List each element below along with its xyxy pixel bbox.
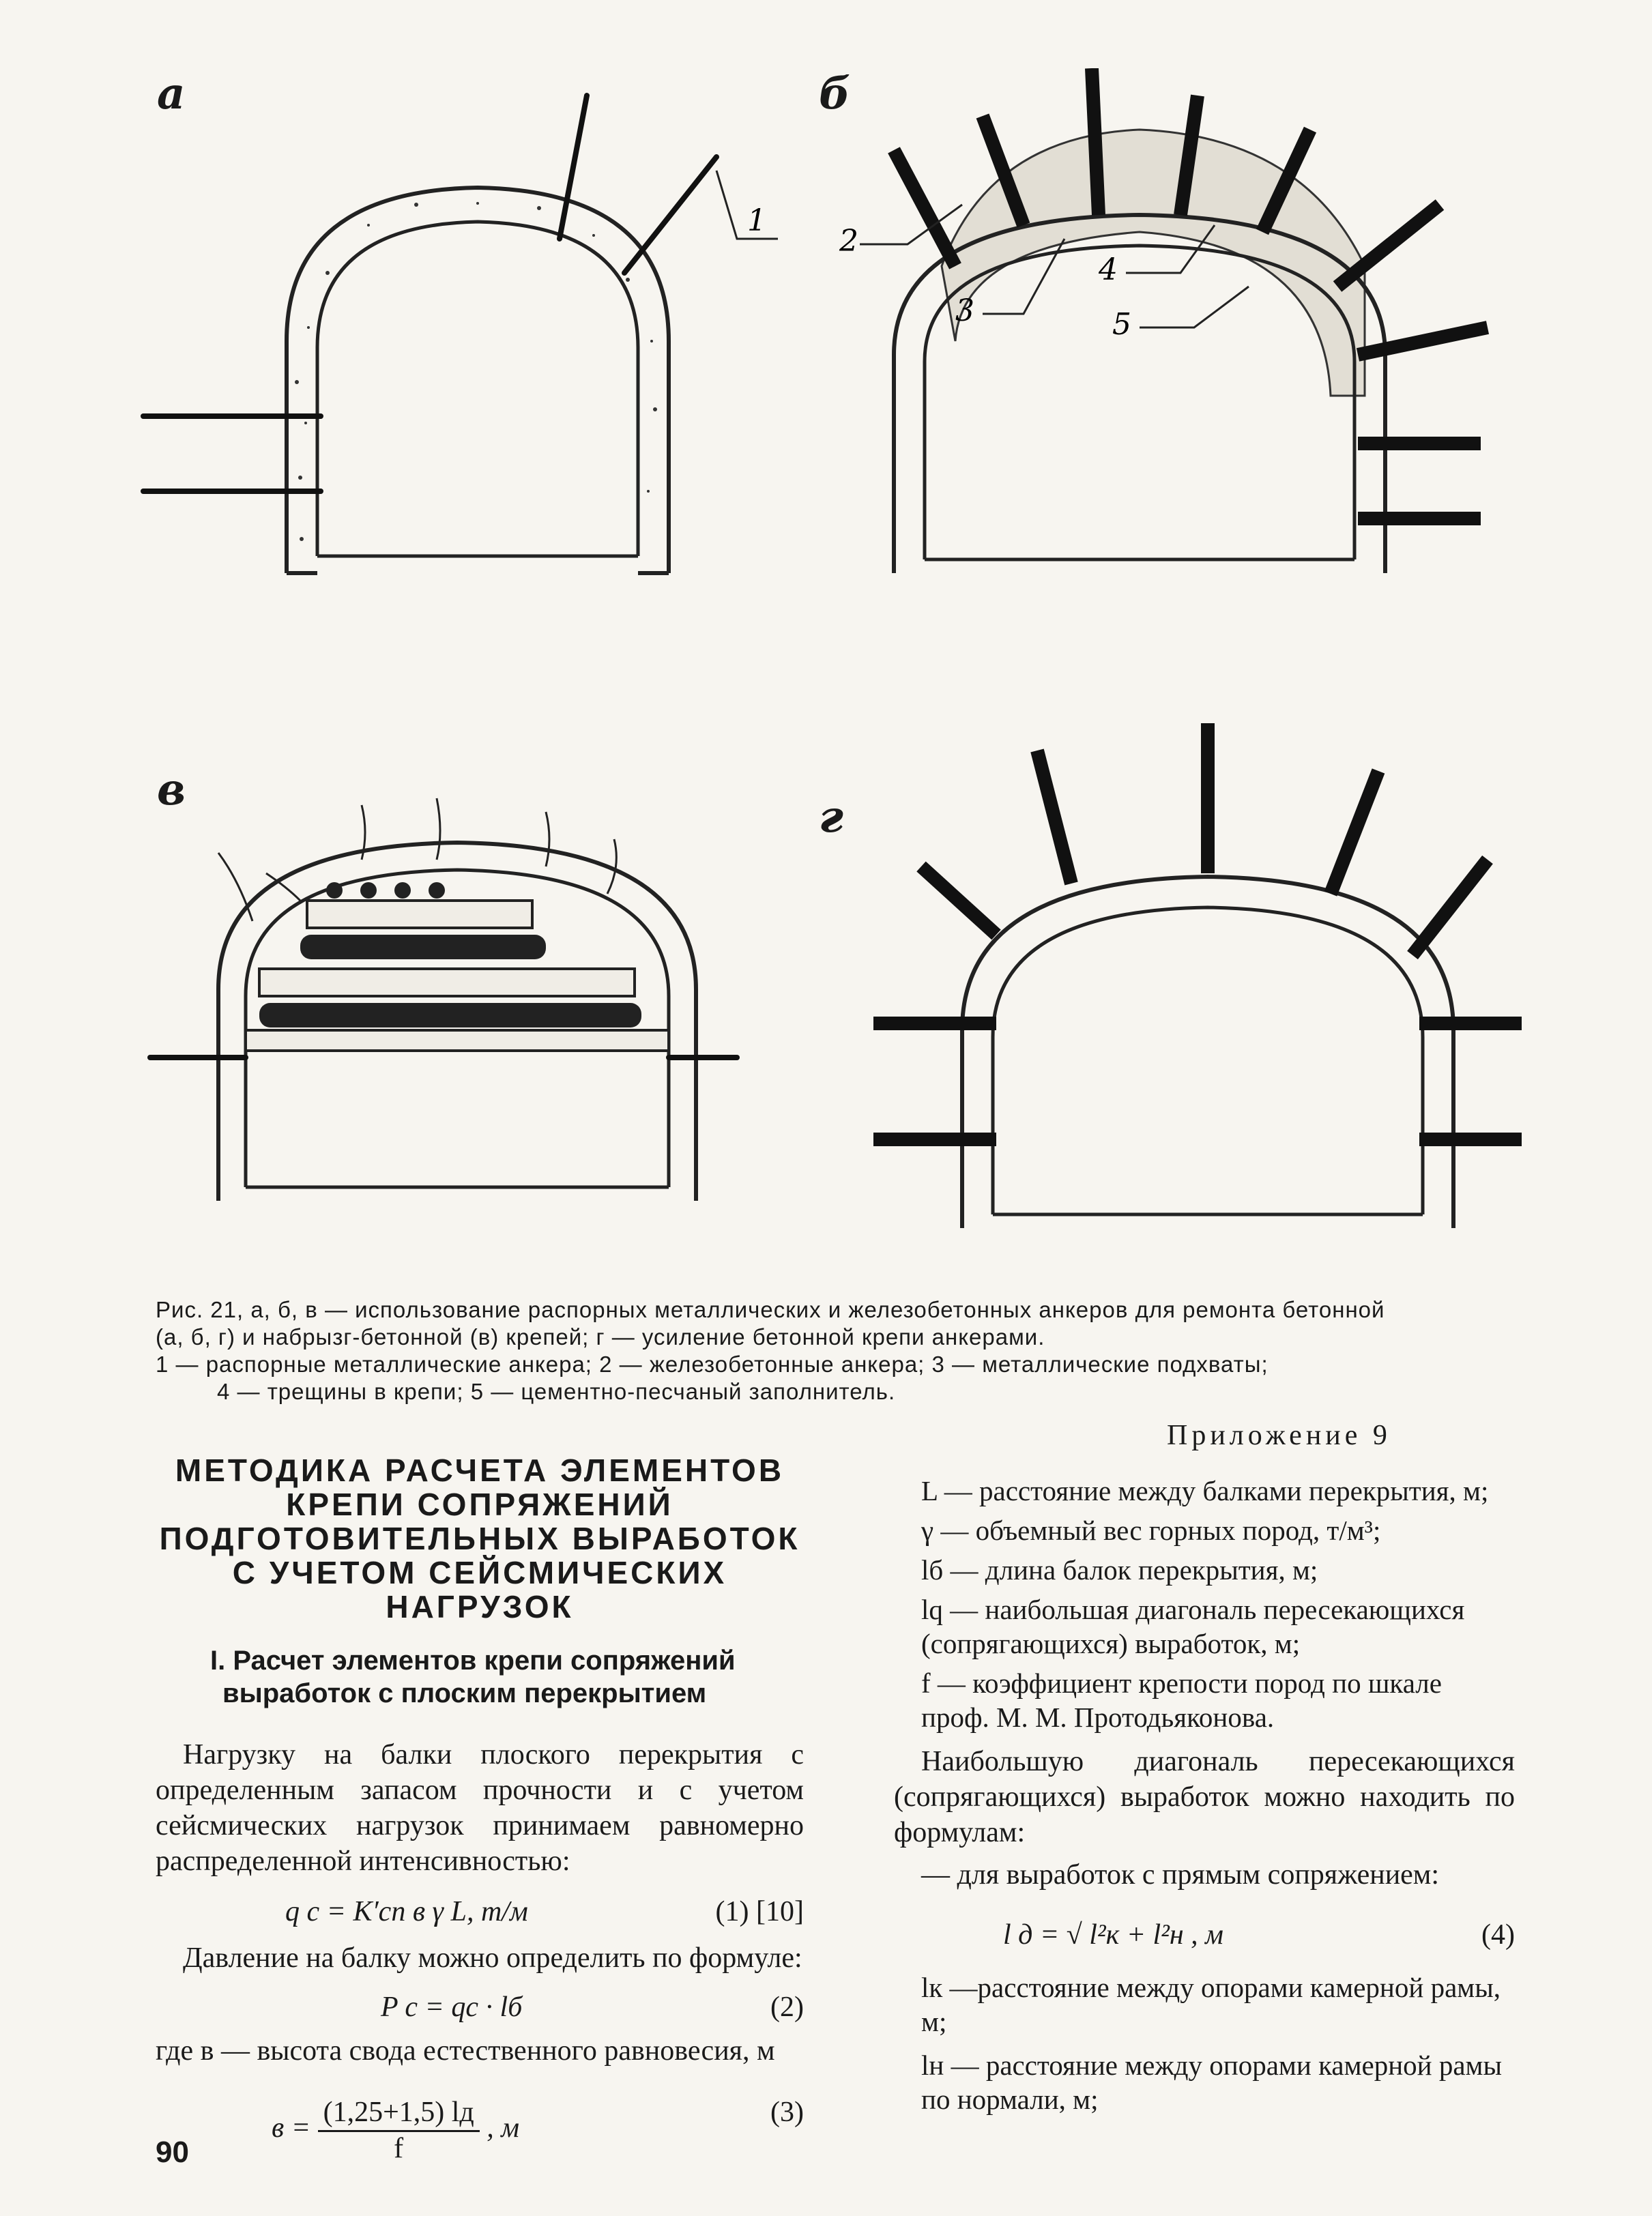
title-line: С УЧЕТОМ СЕЙСМИЧЕСКИХ НАГРУЗОК bbox=[232, 1555, 727, 1624]
formula-lhs: в = bbox=[272, 2112, 311, 2144]
paragraph: — для выработок с прямым сопряжением: bbox=[921, 1859, 1440, 1891]
figure-v-label: в bbox=[157, 764, 186, 815]
formula-text: P с = qс · lб bbox=[381, 1992, 523, 2023]
figure-b bbox=[785, 68, 1535, 600]
left-column bbox=[156, 1453, 804, 2164]
subtitle-line: I. Расчет элементов крепи сопряжений bbox=[210, 1646, 736, 1676]
title-line: МЕТОДИКА РАСЧЕТА ЭЛЕМЕНТОВ bbox=[175, 1453, 785, 1488]
figure-b-label: б bbox=[819, 68, 851, 119]
definition: lб — длина балок перекрытия, м; bbox=[921, 1554, 1318, 1586]
callout-4: 4 bbox=[1099, 252, 1118, 287]
figure-a-label: а bbox=[157, 68, 186, 119]
definition: lк —расстояние между опорами камерной рамы, м; bbox=[921, 1972, 1501, 2037]
callout-5: 5 bbox=[1112, 307, 1131, 342]
figure-g-label: г bbox=[819, 791, 843, 843]
subtitle-line: выработок с плоским перекрытием bbox=[222, 1678, 707, 1708]
fraction bbox=[318, 2096, 480, 2165]
figure-g bbox=[839, 710, 1535, 1242]
equation-number: (1) [10] bbox=[715, 1896, 804, 1927]
formula-2 bbox=[156, 1985, 804, 2029]
callout-2: 2 bbox=[839, 224, 858, 259]
caption-line: 1 — распорные металлические анкера; 2 — железобетонные анкера; 3 — металлические подхваты; bbox=[156, 1352, 1269, 1377]
definition: lн — расстояние между опорами камерной рамы по нормали, м; bbox=[921, 2050, 1503, 2115]
formula-body bbox=[272, 2096, 519, 2165]
figure-v bbox=[136, 764, 819, 1228]
equation-number: (3) bbox=[770, 2097, 804, 2128]
paragraph: где в — высота свода естественного равновесия, м bbox=[156, 2035, 775, 2067]
title-line: ПОДГОТОВИТЕЛЬНЫХ ВЫРАБОТОК bbox=[159, 1521, 800, 1556]
formula-3 bbox=[156, 2075, 804, 2164]
caption-line: (а, б, г) и набрызг-бетонной (в) крепей; г — усиление бетонной крепи анкерами. bbox=[156, 1324, 1045, 1350]
appendix-label: Приложение 9 bbox=[1167, 1420, 1391, 1451]
caption-line: 4 — трещины в крепи; 5 — цементно-песчаный заполнитель. bbox=[217, 1379, 896, 1404]
title-line: КРЕПИ СОПРЯЖЕНИЙ bbox=[286, 1487, 673, 1522]
fraction-numerator: (1,25+1,5) lд bbox=[318, 2096, 480, 2132]
right-column bbox=[894, 1474, 1515, 2116]
formula-text: q с = K′сп в γ L, т/м bbox=[285, 1896, 528, 1927]
page-number: 90 bbox=[156, 2135, 189, 2169]
paragraph: Давление на балку можно определить по формуле: bbox=[183, 1942, 802, 1974]
paragraph: Нагрузку на балки плоского перекрытия с определенным запасом прочности и с учетом сейсмических нагрузок принимаем равномерно распределенной интенсивностью: bbox=[156, 1739, 804, 1877]
formula-4 bbox=[894, 1913, 1515, 1957]
callout-1: 1 bbox=[747, 203, 766, 238]
definition: L — расстояние между балками перекрытия, м; bbox=[921, 1475, 1489, 1506]
caption-line: Рис. 21, а, б, в — использование распорных металлических и железобетонных анкеров для ремонта бетонной bbox=[156, 1297, 1385, 1322]
formula-1 bbox=[156, 1890, 804, 1934]
callout-3: 3 bbox=[955, 293, 974, 328]
subsection-title bbox=[156, 1644, 804, 1710]
equation-number: (2) bbox=[770, 1992, 804, 2023]
paragraph: Наибольшую диагональ пересекающихся (сопрягающихся) выработок можно находить по формулам: bbox=[894, 1746, 1515, 1848]
fraction-denominator: f bbox=[394, 2133, 404, 2164]
section-title bbox=[156, 1453, 804, 1624]
definition: lq — наибольшая диагональ пересекающихся (сопрягающихся) выработок, м; bbox=[921, 1594, 1465, 1659]
equation-number: (4) bbox=[1481, 1919, 1515, 1951]
formula-unit: , м bbox=[487, 2112, 520, 2144]
formula-text: l д = √ l²к + l²н , м bbox=[1003, 1919, 1223, 1951]
figure-caption bbox=[156, 1296, 1493, 1405]
definition: γ — объемный вес горных пород, т/м³; bbox=[921, 1515, 1381, 1546]
figure-a bbox=[123, 68, 805, 600]
definition: f — коэффициент крепости пород по шкале проф. М. М. Протодьяконова. bbox=[921, 1667, 1442, 1733]
